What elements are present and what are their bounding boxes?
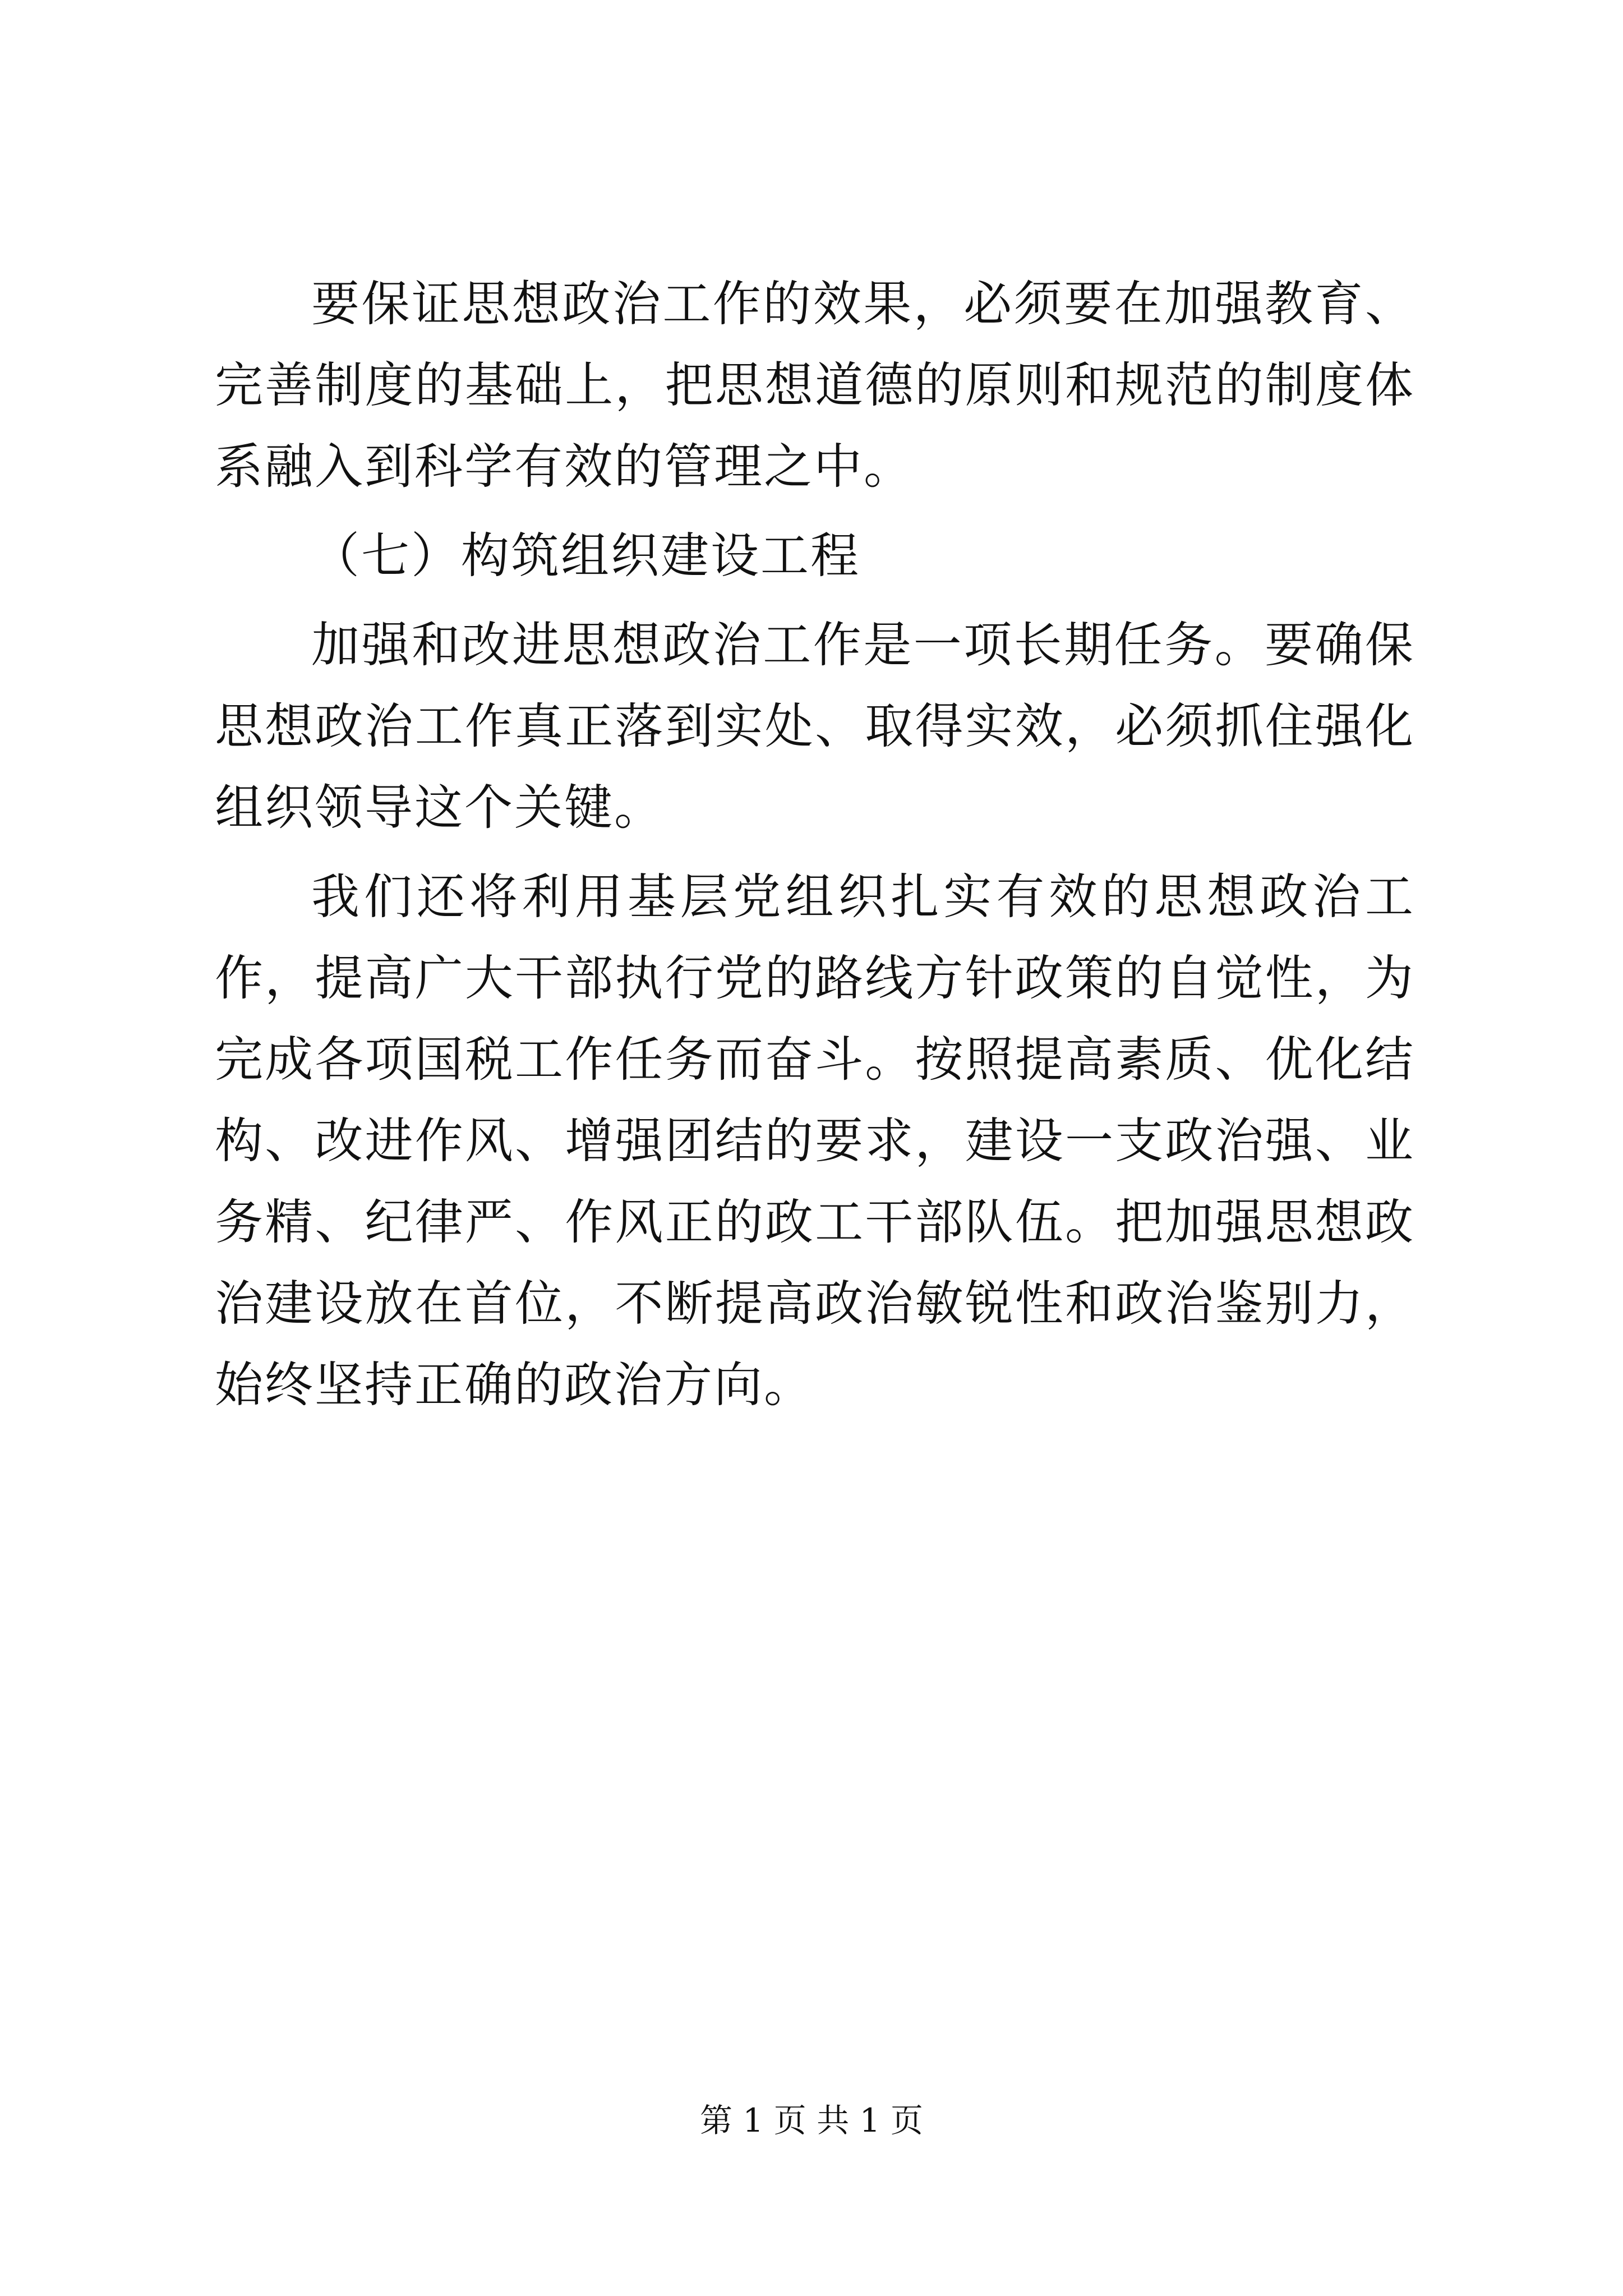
document-body [215, 264, 1415, 1434]
paragraph-grassroots: 我们还将利用基层党组织扎实有效的思想政治工作，提高广大干部执行党的路线方针政策的自觉性，为完成各项国税工作任务而奋斗。按照提高素质、优化结构、改进作风、增强团结的要求，建设一支政治强、业务精、纪律严、作风正的政工干部队伍。把加强思想政治建设放在首位，不断提高政治敏锐性和政治鉴别力，始终坚持正确的政治方向。 [215, 869, 1415, 1413]
paragraph-long-term-task: 加强和改进思想政治工作是一项长期任务。要确保思想政治工作真正落到实处、取得实效，必须抓住强化组织领导这个关键。 [215, 617, 1415, 836]
paragraph-effectiveness: 要保证思想政治工作的效果，必须要在加强教育、完善制度的基础上，把思想道德的原则和规范的制度体系融入到科学有效的管理之中。 [215, 276, 1415, 495]
section-heading: （七）构筑组织建设工程 [311, 528, 860, 584]
page-footer: 第 1 页 共 1 页 [700, 2101, 923, 2139]
